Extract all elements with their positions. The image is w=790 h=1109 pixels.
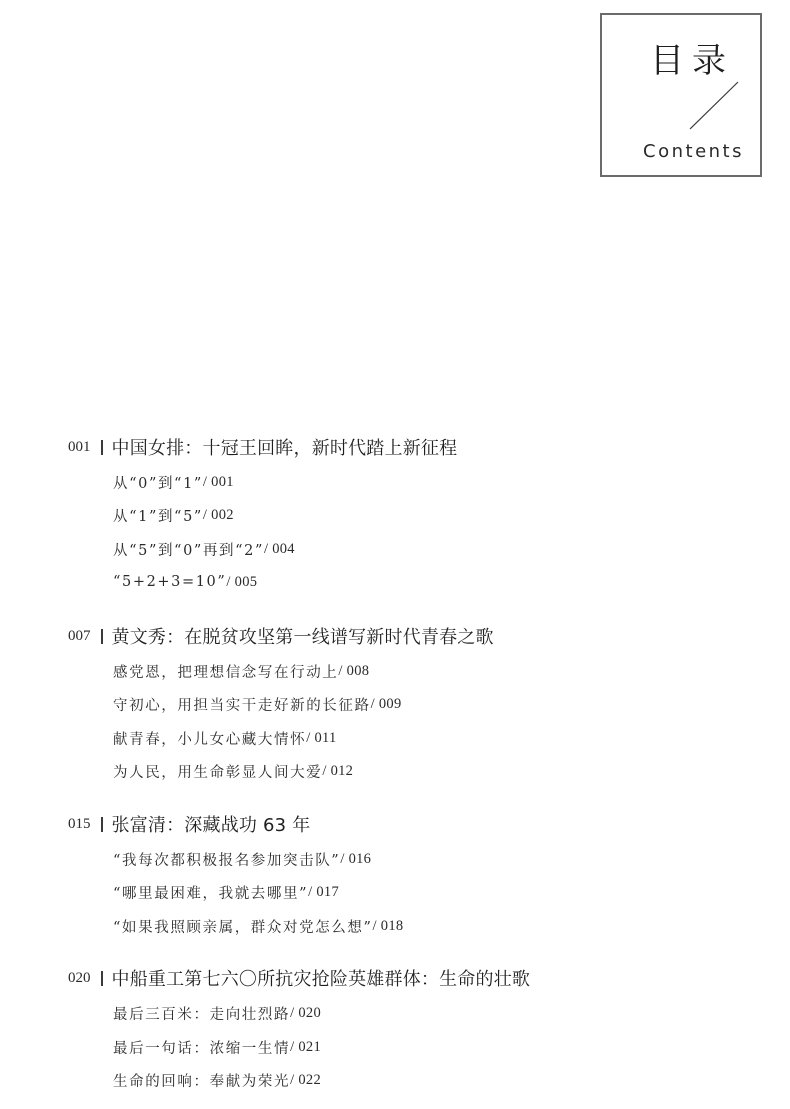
toc-entry[interactable] [113, 1002, 321, 1024]
toc-title-box [600, 13, 762, 177]
section-title: 中船重工第七六〇所抗灾抢险英雄群体：生命的壮歌 [111, 969, 531, 990]
section-title: 张富清：深藏战功 63 年 [111, 815, 311, 836]
section-divider-bar [101, 440, 103, 455]
entry-title: “哪里最困难，我就去哪里” [113, 885, 309, 902]
entry-page-number: / 001 [202, 473, 234, 490]
entry-title: 献青春，小儿女心藏大情怀 [113, 731, 307, 748]
entry-title: “我每次都积极报名参加突击队” [113, 852, 341, 869]
page-title: 目录 [650, 41, 734, 81]
toc-entry[interactable] [113, 881, 339, 903]
section-page-number: 001 [68, 438, 91, 455]
section-page-number: 015 [68, 815, 91, 832]
entry-page-number: / 004 [263, 540, 295, 557]
section-divider-bar [101, 629, 103, 644]
entry-page-number: / 021 [290, 1038, 322, 1055]
entry-page-number: / 002 [202, 506, 234, 523]
toc-entry[interactable] [113, 915, 403, 937]
entry-page-number: / 005 [226, 573, 258, 590]
section-title: 黄文秀：在脱贫攻坚第一线谱写新时代青春之歌 [111, 627, 494, 648]
toc-entry[interactable] [113, 693, 402, 715]
entry-page-number: / 016 [340, 850, 372, 867]
entry-title: 感党恩，把理想信念写在行动上 [113, 664, 339, 681]
entry-page-number: / 017 [308, 883, 340, 900]
entry-title: 最后一句话：浓缩一生情 [113, 1040, 291, 1057]
entry-page-number: / 020 [290, 1004, 322, 1021]
page-subtitle: Contents [643, 141, 744, 162]
entry-title: 守初心，用担当实干走好新的长征路 [113, 697, 371, 714]
toc-entry[interactable] [113, 760, 353, 782]
toc-entry[interactable] [113, 1069, 321, 1091]
toc-entry[interactable] [113, 1036, 321, 1058]
section-divider-bar [101, 817, 103, 832]
section-page-number: 020 [68, 969, 91, 986]
entry-page-number: / 008 [338, 662, 370, 679]
section-page-number: 007 [68, 627, 91, 644]
toc-entry[interactable] [113, 727, 337, 749]
entry-page-number: / 012 [322, 762, 354, 779]
entry-title: 为人民，用生命彰显人间大爱 [113, 764, 323, 781]
toc-entry[interactable] [113, 471, 234, 493]
toc-entry[interactable] [113, 504, 234, 526]
entry-page-number: / 022 [290, 1071, 322, 1088]
toc-section-heading[interactable] [68, 624, 494, 648]
section-title: 中国女排：十冠王回眸，新时代踏上新征程 [111, 438, 458, 459]
toc-section-heading[interactable] [68, 435, 457, 459]
toc-entry[interactable] [113, 660, 369, 682]
entry-title: 从“1”到“5” [113, 508, 203, 525]
entry-title: 生命的回响：奉献为荣光 [113, 1073, 291, 1090]
toc-entry[interactable] [113, 538, 295, 560]
entry-title: 从“5”到“0”再到“2” [113, 542, 264, 559]
toc-section-heading[interactable] [68, 812, 310, 836]
entry-title: 最后三百米：走向壮烈路 [113, 1006, 291, 1023]
entry-page-number: / 009 [370, 695, 402, 712]
entry-page-number: / 011 [306, 729, 337, 746]
toc-entry[interactable] [113, 571, 257, 593]
section-divider-bar [101, 971, 103, 986]
entry-title: 从“0”到“1” [113, 475, 203, 492]
entry-title: “5+2+3=10” [113, 574, 227, 590]
toc-section-heading[interactable] [68, 966, 530, 990]
entry-title: “如果我照顾亲属，群众对党怎么想” [113, 919, 373, 936]
toc-entry[interactable] [113, 848, 371, 870]
entry-page-number: / 018 [372, 917, 404, 934]
